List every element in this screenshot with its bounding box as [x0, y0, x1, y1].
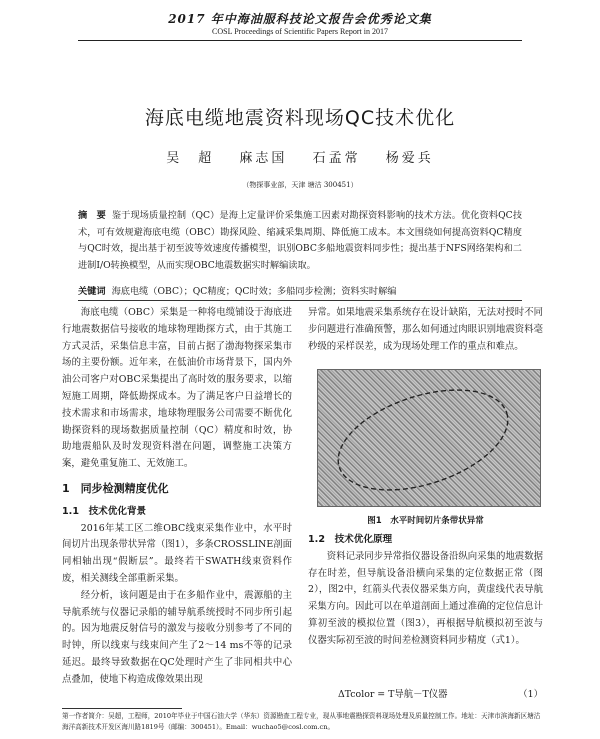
subsection-heading: 1.2 技术优化原理	[308, 534, 393, 545]
author-name: 杨爱兵	[385, 151, 434, 166]
abstract	[78, 208, 522, 274]
right-column-bottom	[308, 532, 543, 650]
author-name: 吴 超	[166, 151, 215, 166]
keywords-text: 海底电缆（OBC）；QC精度；QC时效；多船同步检测；资料实时解编	[111, 286, 397, 297]
footnote-divider	[62, 708, 182, 709]
keywords	[78, 283, 522, 297]
paper-title: 海底电缆地震资料现场QC技术优化	[144, 107, 456, 129]
keywords-divider	[78, 300, 522, 301]
section-heading: 1 同步检测精度优化	[62, 481, 169, 495]
author-name: 石孟常	[312, 151, 361, 166]
intro-paragraph: 海底电缆（OBC）采集是一种将电缆铺设于海底进行地震数据信号接收的地球物理勘探方式，由于其施工方式灵活，采集信息丰富，目前占据了渤海物探采集市场的主要份额。近年来，在低油价市场背景下，国内外油公司客户对OBC采集提出了高时效的服务要求，以缩短施工周期，降低勘探成本。为了满足客户日益增长的技术需求和市场需求，地球物理服务公司需要不断优化勘探资料的现场数据质量控制（QC）精度和时效，协助地震船队及时发现资料潜在问题，调整施工决策方案，避免重复施工、无效施工。	[62, 307, 292, 470]
journal-header-cn: 2017 年中海油服科技论文报告会优秀论文集	[168, 12, 432, 26]
figure-time-slice	[317, 369, 541, 507]
subsection-heading: 1.1 技术优化背景	[62, 505, 147, 517]
right-column-top	[308, 305, 543, 355]
left-column	[62, 305, 292, 689]
body-paragraph: 2016年某工区二维OBC线束采集作业中，水平时间切片出现条带状异常（图1），多条CROSSLINE剖面同相轴出现“假断层”。最终若干SWATH线束资料作废，相关测线全部重新采集。	[62, 522, 292, 584]
equation-text: ΔTcolor = T导航－T仪器	[338, 689, 448, 700]
figure-caption: 图1 水平时间切片条带状异常	[367, 516, 484, 526]
abstract-text: 鉴于现场质量控制（QC）是海上定量评价采集施工因素对勘探资料影响的技术方法。优化资料QC技术，可有效规避海底电缆（OBC）勘探风险、缩减采集周期、降低施工成本。本文围绕如何提高资料QC精度与QC时效，提出基于初至波等效速度传播模型，识别OBC多船地震资料同步性；提出基于NFS网络架构和二进制I/O转换模型，从而实现OBC地震数据实时解编读取。	[78, 210, 523, 271]
author-name: 麻志国	[239, 151, 288, 166]
keywords-label: 关键词	[78, 286, 106, 297]
body-paragraph: 异常。如果地震采集系统存在设计缺陷，无法对授时不同步问题进行准确预警，那么如何通过肉眼识别地震资料毫秒级的采样误差，成为现场处理工作的重点和难点。	[308, 307, 543, 352]
equation-1	[308, 686, 543, 700]
affiliation: （物探事业部，天津 塘沽 300451）	[242, 181, 358, 189]
header-divider	[78, 40, 522, 41]
body-paragraph: 资料记录同步异常指仪器设备沿纵向采集的地震数据存在时差，但导航设备沿横向采集的定位数据正常（图2），图2中，红箭头代表仪器采集方向，黄虚线代表导航采集方向。因此可以在单道剖面上通过准确的定位信息计算初至波的模拟位置（图3），再根据导航模拟初至波与仪器实际初至波的时间差检测资料同步精度（式1）。	[308, 550, 543, 646]
author-list	[0, 147, 600, 166]
anomaly-outline	[318, 370, 540, 506]
equation-number: （1）	[518, 689, 543, 700]
journal-header-en: COSL Proceedings of Scientific Papers Report in 2017	[212, 27, 388, 36]
abstract-label: 摘 要	[78, 210, 106, 221]
footnote: 第一作者简介：吴超，工程师，2010年毕业于中国石油大学（华东）资源勘查工程专业，现从事地震勘探资料现场处理及质量控制工作。地址：天津市滨海新区塘沽海洋高新技术开发区海川路1819号（邮编：300451）。Email：wuchao5@cosl.com.cn。	[62, 712, 541, 731]
body-paragraph: 经分析，该问题是由于在多船作业中，震源船的主导航系统与仪器记录船的辅导航系统授时不同步所引起的。因为地震反射信号的激发与接收分别参考了不同的时钟，所以线束与线束间产生了2～14 ms不等的记录延迟。最终导致数据在QC处理时产生了非同相共中心点叠加，使地下构造成像效果出现	[62, 589, 292, 685]
